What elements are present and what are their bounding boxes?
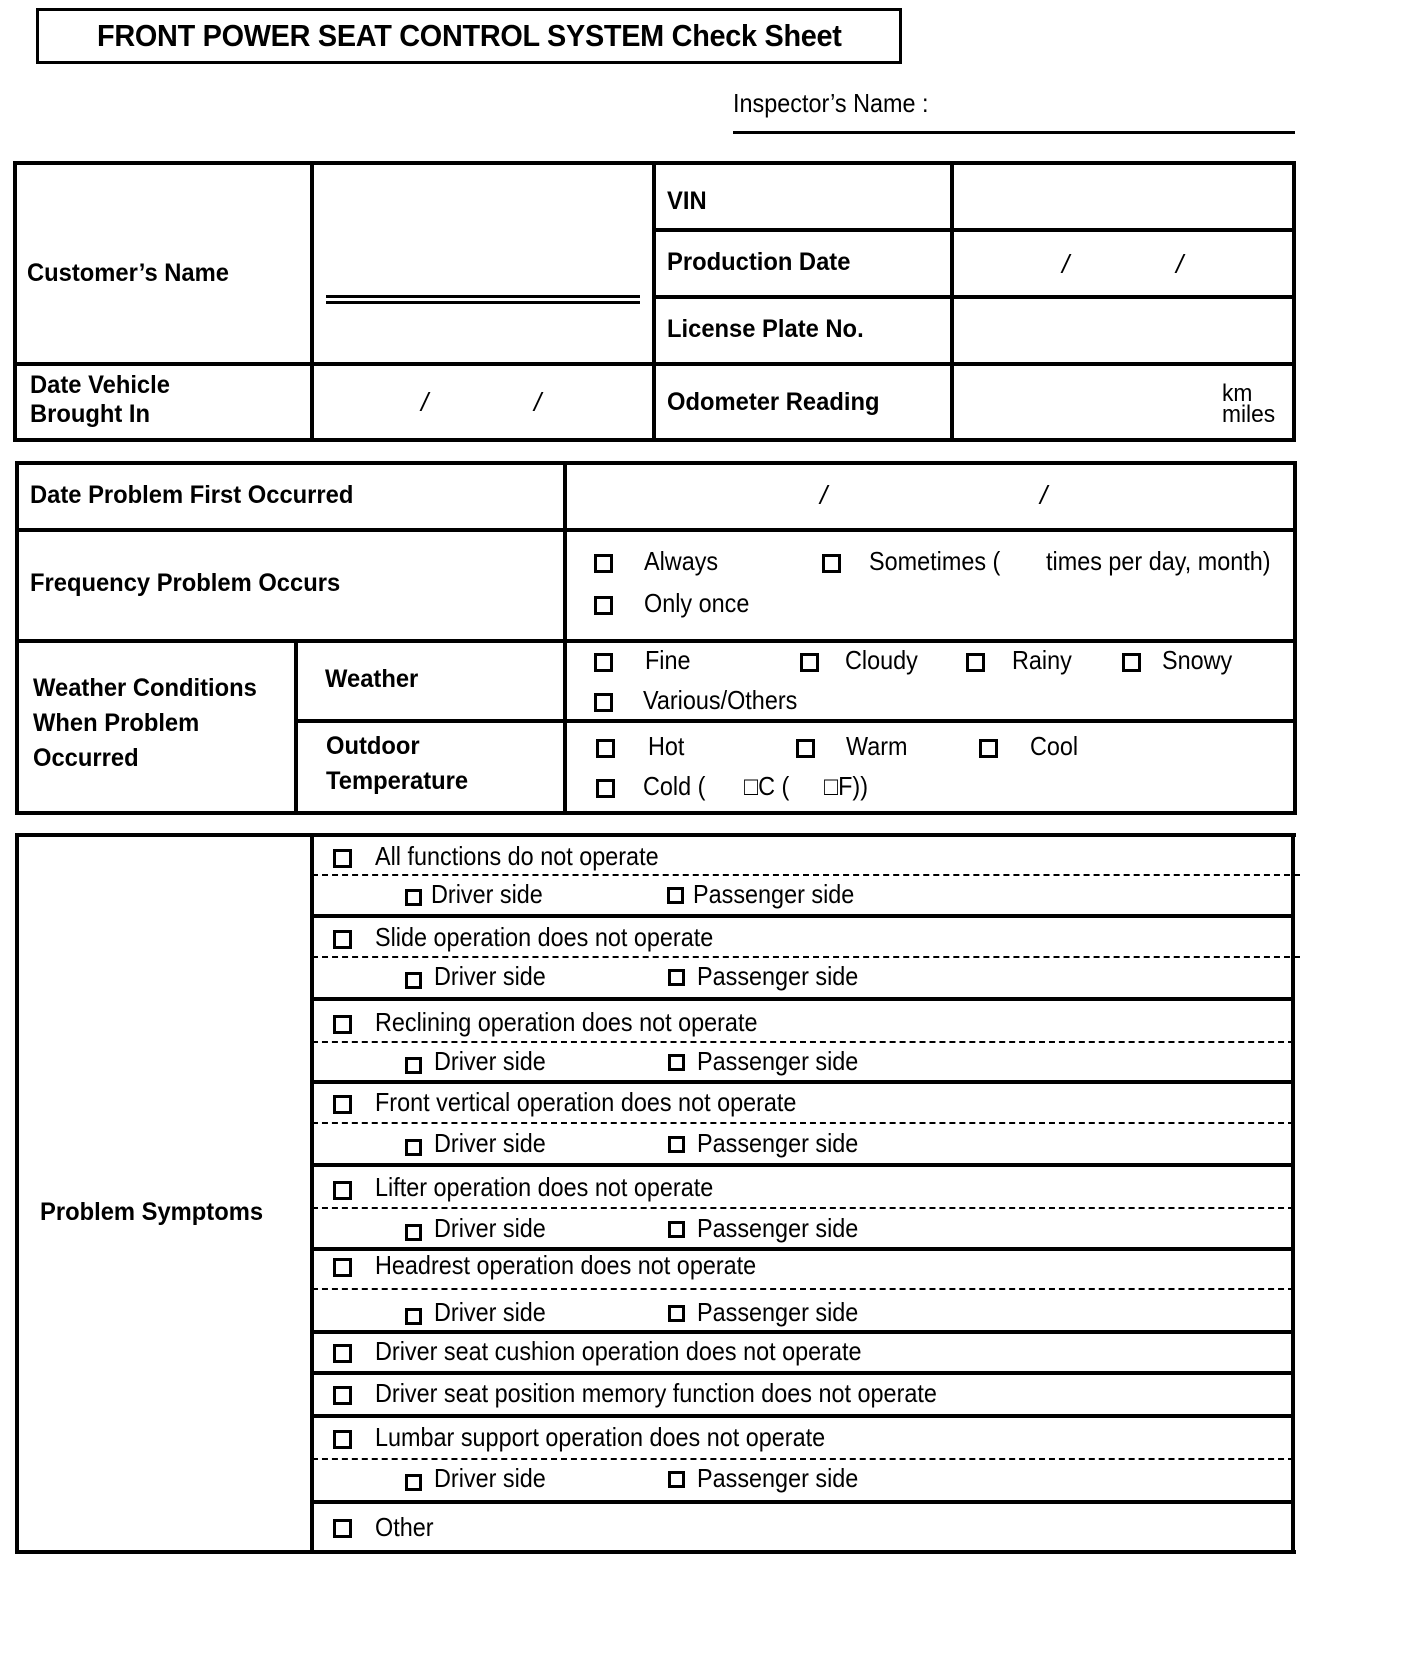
frequency-sometimes-suffix: times per day, month) xyxy=(1046,546,1271,576)
symptom-slide-label: Slide operation does not operate xyxy=(375,922,714,952)
date-brought-in-label: Date Vehicle Brought In xyxy=(30,371,170,428)
headrest-passenger-checkbox[interactable] xyxy=(668,1305,685,1322)
odometer-unit: km miles xyxy=(1222,380,1276,428)
weather-cloudy-checkbox[interactable] xyxy=(800,653,819,672)
divider xyxy=(15,639,1297,643)
divider xyxy=(15,833,19,1554)
production-date-field[interactable] xyxy=(956,234,1290,293)
temperature-hot-checkbox[interactable] xyxy=(596,739,615,758)
reclining-driver-checkbox[interactable] xyxy=(405,1057,422,1074)
production-date-label: Production Date xyxy=(667,248,851,276)
divider xyxy=(312,1080,1294,1084)
driver-side-label: Driver side xyxy=(434,1128,546,1158)
symptom-other-label: Other xyxy=(375,1512,434,1542)
date-separator: / xyxy=(1062,249,1070,279)
problem-symptoms-label: Problem Symptoms xyxy=(40,1198,264,1226)
temperature-cold-label: Cold ( xyxy=(643,771,706,801)
divider xyxy=(294,639,298,815)
frequency-label: Frequency Problem Occurs xyxy=(30,569,341,597)
reclining-passenger-checkbox[interactable] xyxy=(668,1054,685,1071)
weather-rainy-checkbox[interactable] xyxy=(966,653,985,672)
temperature-fahrenheit-unit: □F)) xyxy=(824,771,869,801)
date-separator: / xyxy=(1040,480,1048,510)
temperature-celsius-unit: □C ( xyxy=(744,771,790,801)
temperature-cool-checkbox[interactable] xyxy=(979,739,998,758)
weather-fine-checkbox[interactable] xyxy=(594,653,613,672)
passenger-side-label: Passenger side xyxy=(697,1463,859,1493)
divider xyxy=(312,1163,1294,1167)
page-title xyxy=(36,8,902,64)
divider xyxy=(654,295,1296,299)
dashed-divider xyxy=(312,1207,1294,1209)
symptom-lumbar-checkbox[interactable] xyxy=(333,1430,352,1449)
symptom-memory-checkbox[interactable] xyxy=(333,1386,352,1405)
divider xyxy=(312,1414,1294,1418)
odometer-label: Odometer Reading xyxy=(667,388,880,416)
symptom-seat-cushion-checkbox[interactable] xyxy=(333,1344,352,1363)
divider xyxy=(312,914,1294,918)
date-first-occurred-field[interactable] xyxy=(569,467,1291,526)
frequency-only-once-label: Only once xyxy=(644,588,750,618)
all-functions-passenger-checkbox[interactable] xyxy=(667,887,684,904)
divider xyxy=(312,1330,1294,1334)
vin-field[interactable] xyxy=(956,167,1290,226)
divider xyxy=(1293,461,1297,815)
dashed-divider xyxy=(312,956,1300,958)
divider xyxy=(13,161,17,442)
temperature-warm-checkbox[interactable] xyxy=(796,739,815,758)
headrest-driver-checkbox[interactable] xyxy=(405,1308,422,1325)
license-plate-field[interactable] xyxy=(956,301,1290,360)
symptom-lifter-label: Lifter operation does not operate xyxy=(375,1172,714,1202)
passenger-side-label: Passenger side xyxy=(697,961,859,991)
driver-side-label: Driver side xyxy=(434,1463,546,1493)
passenger-side-label: Passenger side xyxy=(697,1297,859,1327)
weather-conditions-group-label: Weather Conditions When Problem Occurred xyxy=(33,674,257,772)
date-separator: / xyxy=(421,387,429,417)
driver-side-label: Driver side xyxy=(434,1297,546,1327)
page-title-text: FRONT POWER SEAT CONTROL SYSTEM Check Sheet xyxy=(96,18,842,53)
outdoor-temperature-label: Outdoor Temperature xyxy=(326,732,469,795)
customer-name-field[interactable] xyxy=(316,167,650,360)
license-plate-label: License Plate No. xyxy=(667,315,864,343)
divider xyxy=(15,1550,1296,1554)
front-vertical-driver-checkbox[interactable] xyxy=(405,1139,422,1156)
divider xyxy=(15,833,1296,837)
lifter-driver-checkbox[interactable] xyxy=(405,1224,422,1241)
divider xyxy=(15,461,19,815)
inspector-name-label: Inspector’s Name : xyxy=(733,88,929,118)
divider xyxy=(312,1371,1294,1375)
date-separator: / xyxy=(820,480,828,510)
vin-label: VIN xyxy=(667,187,707,215)
passenger-side-label: Passenger side xyxy=(697,1128,859,1158)
temperature-cool-label: Cool xyxy=(1030,731,1079,761)
symptom-headrest-checkbox[interactable] xyxy=(333,1258,352,1277)
date-separator: / xyxy=(534,387,542,417)
frequency-only-once-checkbox[interactable] xyxy=(594,596,613,615)
frequency-always-label: Always xyxy=(644,546,719,576)
customer-name-underline xyxy=(326,295,640,298)
frequency-always-checkbox[interactable] xyxy=(594,554,613,573)
divider xyxy=(310,161,314,442)
symptom-all-functions-label: All functions do not operate xyxy=(375,841,659,871)
driver-side-label: Driver side xyxy=(434,1046,546,1076)
customer-name-underline xyxy=(326,301,640,304)
date-brought-in-field[interactable] xyxy=(316,368,650,436)
symptom-other-checkbox[interactable] xyxy=(333,1519,352,1538)
divider xyxy=(950,161,954,442)
divider xyxy=(563,461,567,815)
divider xyxy=(295,719,1297,723)
passenger-side-label: Passenger side xyxy=(697,1213,859,1243)
symptom-lumbar-label: Lumbar support operation does not operate xyxy=(375,1422,826,1452)
symptom-reclining-label: Reclining operation does not operate xyxy=(375,1007,758,1037)
symptom-reclining-checkbox[interactable] xyxy=(333,1015,352,1034)
divider xyxy=(312,997,1294,1001)
symptom-headrest-label: Headrest operation does not operate xyxy=(375,1250,757,1280)
lumbar-driver-checkbox[interactable] xyxy=(405,1474,422,1491)
symptom-slide-checkbox[interactable] xyxy=(333,930,352,949)
frequency-sometimes-checkbox[interactable] xyxy=(822,554,841,573)
passenger-side-label: Passenger side xyxy=(697,1046,859,1076)
weather-snowy-checkbox[interactable] xyxy=(1122,653,1141,672)
odometer-field[interactable] xyxy=(956,368,1216,436)
customer-name-label: Customer’s Name xyxy=(27,259,229,287)
divider xyxy=(15,461,1297,465)
dashed-divider xyxy=(312,1288,1294,1290)
weather-rainy-label: Rainy xyxy=(1012,645,1072,675)
divider xyxy=(310,833,314,1554)
symptom-lifter-checkbox[interactable] xyxy=(333,1181,352,1200)
temperature-hot-label: Hot xyxy=(648,731,685,761)
inspector-name-field[interactable] xyxy=(733,131,1295,134)
weather-fine-label: Fine xyxy=(645,645,691,675)
date-first-occurred-label: Date Problem First Occurred xyxy=(30,481,354,509)
driver-side-label: Driver side xyxy=(434,961,546,991)
frequency-sometimes-label: Sometimes ( xyxy=(869,546,1001,576)
slide-passenger-checkbox[interactable] xyxy=(668,969,685,986)
lifter-passenger-checkbox[interactable] xyxy=(668,1221,685,1238)
weather-label: Weather xyxy=(325,665,419,693)
lumbar-passenger-checkbox[interactable] xyxy=(668,1471,685,1488)
driver-side-label: Driver side xyxy=(431,879,543,909)
divider xyxy=(652,161,656,442)
weather-cloudy-label: Cloudy xyxy=(845,645,918,675)
divider xyxy=(312,1500,1294,1504)
divider xyxy=(654,228,1296,232)
slide-driver-checkbox[interactable] xyxy=(405,972,422,989)
temperature-cold-checkbox[interactable] xyxy=(596,779,615,798)
temperature-warm-label: Warm xyxy=(846,731,908,761)
dashed-divider xyxy=(312,874,1300,876)
dashed-divider xyxy=(312,1458,1294,1460)
passenger-side-label: Passenger side xyxy=(693,879,855,909)
date-separator: / xyxy=(1176,249,1184,279)
all-functions-driver-checkbox[interactable] xyxy=(405,889,422,906)
weather-snowy-label: Snowy xyxy=(1162,645,1233,675)
divider xyxy=(15,811,1297,815)
driver-side-label: Driver side xyxy=(434,1213,546,1243)
symptom-seat-cushion-label: Driver seat cushion operation does not operate xyxy=(375,1336,862,1366)
divider xyxy=(1291,833,1295,1554)
weather-various-checkbox[interactable] xyxy=(594,693,613,712)
symptom-front-vertical-label: Front vertical operation does not operate xyxy=(375,1087,797,1117)
front-vertical-passenger-checkbox[interactable] xyxy=(668,1136,685,1153)
symptom-all-functions-checkbox[interactable] xyxy=(333,849,352,868)
symptom-memory-label: Driver seat position memory function does not operate xyxy=(375,1378,937,1408)
symptom-front-vertical-checkbox[interactable] xyxy=(333,1095,352,1114)
divider xyxy=(15,528,1297,532)
weather-various-label: Various/Others xyxy=(643,685,798,715)
dashed-divider xyxy=(312,1122,1294,1124)
divider xyxy=(1292,161,1296,442)
dashed-divider xyxy=(312,1041,1294,1043)
